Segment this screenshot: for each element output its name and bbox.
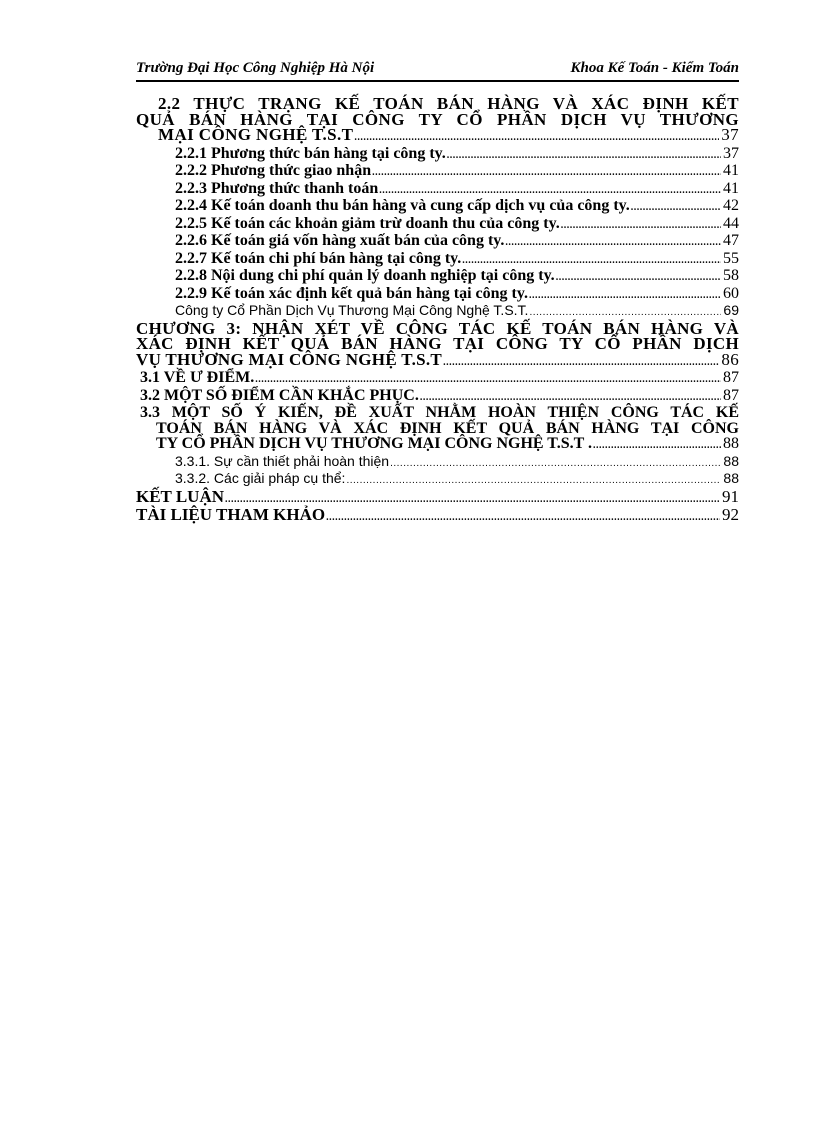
toc-entry-label: 2.2.5 Kế toán các khoản giảm trừ doanh thu của công ty. [175, 214, 560, 232]
toc-entry-label: 2.2.3 Phương thức thanh toán [175, 179, 379, 197]
toc-entry-3-3-line1: 3.3 MỘT SỐ Ý KIẾN, ĐỀ XUẤT NHẰM HOÀN THIỆN CÔNG TÁC KẾ [140, 404, 739, 421]
toc-page-number: 44 [723, 214, 739, 232]
toc-page-number: 87 [723, 386, 739, 404]
toc-entry-label: TÀI LIỆU THAM KHẢO [136, 505, 326, 524]
toc-page-number: 47 [723, 232, 739, 249]
toc-entry-label: 3.3.2. Các giải pháp cụ thể: [175, 470, 346, 486]
toc-entry-label: 2.2.9 Kế toán xác định kết quả bán hàng tại công ty. [175, 284, 528, 302]
toc-page-number: 37 [723, 144, 739, 162]
dot-leader [593, 438, 721, 454]
toc-entry-2-2-9[interactable] [136, 286, 739, 304]
dot-leader [372, 165, 721, 181]
dot-leader [255, 372, 721, 388]
toc-entry-2-2-8[interactable] [136, 268, 739, 286]
toc-entry-2-2-line1: 2.2 THỰC TRẠNG KẾ TOÁN BÁN HÀNG VÀ XÁC ĐỊNH KẾT [158, 94, 739, 113]
toc-entry-label: 2.2.4 Kế toán doanh thu bán hàng và cung cấp dịch vụ của công ty. [175, 197, 630, 214]
toc-page-number: 88 [723, 435, 739, 452]
toc-page-number: 41 [723, 162, 739, 179]
dot-leader [462, 253, 721, 269]
toc-entry-label: Công ty Cổ Phần Dịch Vụ Thương Mại Công Nghệ T.S.T. [175, 302, 529, 318]
toc-entry-company[interactable] [136, 303, 739, 321]
toc-entry-2-2-line3: MẠI CÔNG NGHỆ T.S.T [158, 125, 354, 144]
dot-leader [447, 148, 721, 164]
dot-leader [379, 183, 721, 199]
toc-entry-2-2-6[interactable] [136, 233, 739, 251]
toc-page-number: 92 [722, 505, 739, 524]
dot-leader [326, 510, 720, 526]
toc-page-number: 58 [723, 267, 739, 284]
toc-entry-2-2[interactable] [136, 96, 739, 146]
dot-leader [631, 200, 721, 216]
toc-page-number: 55 [723, 249, 739, 267]
toc-page-number: 69 [723, 302, 739, 318]
toc-entry-2-2-1[interactable] [136, 146, 739, 164]
dot-leader [346, 473, 721, 489]
toc-page-number: 91 [722, 486, 739, 506]
toc-page-number: 87 [723, 369, 739, 386]
dot-leader [529, 288, 721, 304]
toc-chapter-3-line2: XÁC ĐỊNH KẾT QUẢ BÁN HÀNG TẠI CÔNG TY CỔ PHẦN DỊCH [136, 334, 739, 353]
toc-entry-3-3-1[interactable] [136, 454, 739, 472]
toc-page-number: 37 [721, 125, 739, 144]
header-faculty-name: Khoa Kế Toán - Kiểm Toán [570, 60, 739, 76]
toc-entry-3-3-line2: TOÁN BÁN HÀNG VÀ XÁC ĐỊNH KẾT QUẢ BÁN HÀNG TẠI CÔNG [156, 419, 739, 437]
toc-entry-label: 3.3.1. Sự cần thiết phải hoàn thiện [175, 452, 390, 469]
toc-entry-references[interactable] [136, 507, 739, 526]
toc-page-number: 88 [723, 470, 739, 486]
dot-leader [354, 130, 719, 146]
toc-entry-label: 2.2.1 Phương thức bán hàng tại công ty. [175, 144, 446, 162]
toc-chapter-3-line3: VỤ THƯƠNG MẠI CÔNG NGHỆ T.S.T [136, 349, 443, 369]
page-header [136, 58, 739, 82]
dot-leader [505, 235, 721, 251]
toc-entry-2-2-5[interactable] [136, 216, 739, 234]
toc-entry-3-2[interactable] [136, 388, 739, 406]
dot-leader [561, 218, 721, 234]
toc-entry-2-2-2[interactable] [136, 163, 739, 181]
toc-entry-label: 2.2.6 Kế toán giá vốn hàng xuất bán của công ty. [175, 232, 505, 249]
toc-entry-2-2-4[interactable] [136, 198, 739, 216]
toc-page-number: 41 [723, 179, 739, 197]
toc-entry-3-3-line3: TY CỔ PHẦN DỊCH VỤ THƯƠNG MẠI CÔNG NGHỆ T.S.T . [156, 435, 593, 452]
toc-page-number: 60 [723, 284, 739, 302]
dot-leader [556, 270, 721, 286]
toc-page-number: 42 [723, 197, 739, 214]
toc-chapter-3-line1: CHƯƠNG 3: NHẬN XÉT VỀ CÔNG TÁC KẾ TOÁN BÁN HÀNG VÀ [136, 318, 739, 338]
dot-leader [390, 456, 721, 472]
toc-page-number: 88 [723, 452, 739, 469]
toc-entry-label: 2.2.8 Nội dung chi phí quản lý doanh nghiệp tại công ty. [175, 267, 555, 284]
toc-entry-label: 2.2.2 Phương thức giao nhận [175, 162, 372, 179]
toc-entry-label: 3.1 VỀ Ư ĐIỂM. [140, 369, 255, 386]
toc-entry-label: 2.2.7 Kế toán chi phí bán hàng tại công ty. [175, 249, 462, 267]
toc-entry-2-2-3[interactable] [136, 181, 739, 199]
toc-entry-2-2-line2: QUẢ BÁN HÀNG TẠI CÔNG TY CỔ PHẦN DỊCH VỤ THƯƠNG [136, 109, 739, 129]
toc-entry-label: 3.2 MỘT SỐ ĐIỂM CẦN KHẮC PHỤC. [140, 386, 419, 404]
toc-entry-chapter-3[interactable] [136, 318, 739, 371]
toc-entry-3-1[interactable] [136, 370, 739, 388]
toc-entry-label: KẾT LUẬN [136, 486, 225, 506]
toc-entry-3-3-2[interactable] [136, 471, 739, 489]
toc-entry-3-3[interactable] [136, 405, 739, 454]
dot-leader [443, 355, 719, 371]
toc-page-number: 86 [721, 349, 739, 369]
table-of-contents [136, 96, 739, 526]
header-school-name: Trường Đại Học Công Nghiệp Hà Nội [136, 60, 375, 76]
toc-entry-2-2-7[interactable] [136, 251, 739, 269]
dot-leader [420, 390, 721, 406]
